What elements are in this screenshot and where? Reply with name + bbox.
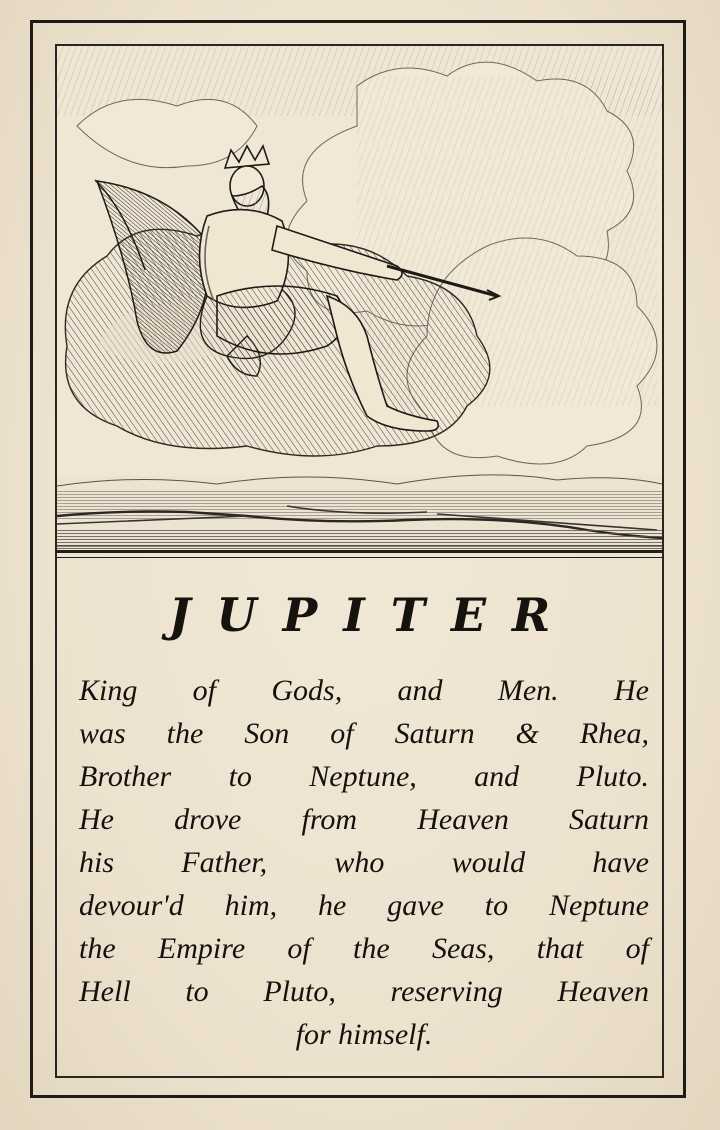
text-panel	[57, 566, 662, 1076]
description-line: the Empire of the Seas, that of	[79, 932, 649, 965]
landscape	[57, 475, 662, 556]
divider-rule-lower	[55, 557, 664, 558]
description-line: was the Son of Saturn & Rhea,	[79, 717, 649, 750]
engraving-svg	[57, 46, 662, 556]
description-line: for himself.	[295, 1018, 433, 1051]
description-line: Brother to Neptune, and Pluto.	[79, 760, 649, 793]
divider-rule-upper	[55, 550, 664, 553]
description-line: King of Gods, and Men. He	[79, 674, 649, 707]
engraving-jupiter-illustration	[57, 46, 662, 556]
description-line: Hell to Pluto, reserving Heaven	[79, 975, 649, 1008]
description-line: his Father, who would have	[79, 846, 649, 879]
description-line: devour'd him, he gave to Neptune	[79, 889, 649, 922]
card-description	[79, 669, 649, 1056]
description-line: He drove from Heaven Saturn	[79, 803, 649, 836]
card-title: JUPITER	[168, 588, 577, 642]
